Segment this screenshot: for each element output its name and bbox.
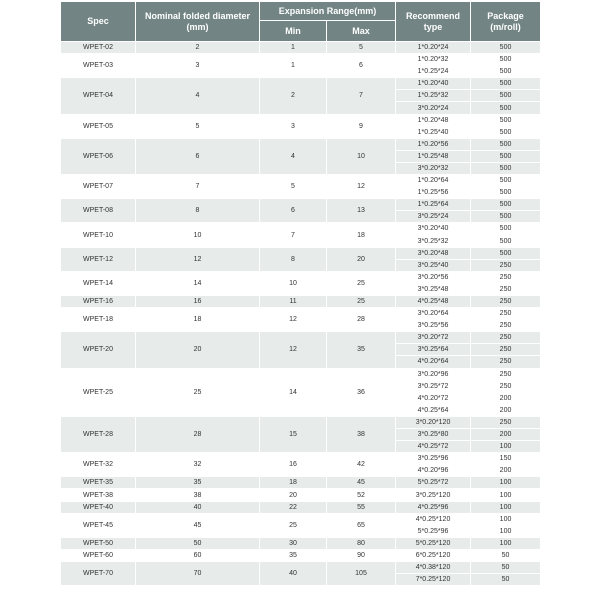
- cell-nominal: 20: [136, 332, 260, 368]
- cell-spec: WPET-20: [61, 332, 136, 368]
- table-row: [61, 175, 541, 187]
- cell-package: 200: [471, 392, 541, 404]
- cell-recommend-type: 3*0.25*72: [396, 380, 471, 392]
- spec-table: [60, 1, 541, 586]
- cell-recommend-type: 3*0.25*64: [396, 344, 471, 356]
- cell-recommend-type: 5*0.25*72: [396, 477, 471, 489]
- cell-nominal: 8: [136, 199, 260, 223]
- cell-nominal: 60: [136, 549, 260, 561]
- table-row: [61, 453, 541, 465]
- table-row: [61, 247, 541, 259]
- cell-package: 500: [471, 235, 541, 247]
- cell-package: 100: [471, 477, 541, 489]
- cell-recommend-type: 3*0.25*56: [396, 320, 471, 332]
- table-row: [61, 271, 541, 283]
- cell-recommend-type: 4*0.38*120: [396, 562, 471, 574]
- cell-package: 100: [471, 537, 541, 549]
- cell-nominal: 25: [136, 368, 260, 416]
- cell-package: 500: [471, 90, 541, 102]
- cell-recommend-type: 1*0.20*48: [396, 114, 471, 126]
- cell-recommend-type: 3*0.20*56: [396, 271, 471, 283]
- cell-nominal: 40: [136, 501, 260, 513]
- cell-nominal: 38: [136, 489, 260, 501]
- cell-max: 28: [327, 308, 396, 332]
- cell-min: 25: [260, 513, 327, 537]
- cell-recommend-type: 3*0.20*96: [396, 368, 471, 380]
- cell-recommend-type: 4*0.20*64: [396, 356, 471, 368]
- cell-max: 10: [327, 138, 396, 174]
- cell-min: 12: [260, 308, 327, 332]
- cell-max: 25: [327, 295, 396, 307]
- cell-spec: WPET-18: [61, 308, 136, 332]
- cell-recommend-type: 3*0.25*80: [396, 429, 471, 441]
- cell-package: 500: [471, 66, 541, 78]
- cell-max: 45: [327, 477, 396, 489]
- cell-nominal: 7: [136, 175, 260, 199]
- cell-nominal: 50: [136, 537, 260, 549]
- cell-recommend-type: 1*0.25*32: [396, 90, 471, 102]
- cell-spec: WPET-16: [61, 295, 136, 307]
- table-row: [61, 477, 541, 489]
- cell-max: 20: [327, 247, 396, 271]
- cell-package: 500: [471, 42, 541, 54]
- cell-spec: WPET-12: [61, 247, 136, 271]
- cell-min: 1: [260, 54, 327, 78]
- cell-min: 35: [260, 549, 327, 561]
- cell-min: 1: [260, 42, 327, 54]
- table-row: [61, 295, 541, 307]
- cell-recommend-type: 3*0.20*48: [396, 247, 471, 259]
- table-row: [61, 368, 541, 380]
- table-row: [61, 501, 541, 513]
- cell-recommend-type: 7*0.25*120: [396, 574, 471, 586]
- cell-recommend-type: 1*0.25*40: [396, 126, 471, 138]
- cell-spec: WPET-50: [61, 537, 136, 549]
- cell-package: 500: [471, 175, 541, 187]
- header-expansion: Expansion Range(mm): [260, 2, 396, 21]
- cell-nominal: 16: [136, 295, 260, 307]
- cell-package: 100: [471, 525, 541, 537]
- cell-spec: WPET-25: [61, 368, 136, 416]
- cell-spec: WPET-07: [61, 175, 136, 199]
- cell-max: 13: [327, 199, 396, 223]
- cell-package: 500: [471, 223, 541, 235]
- cell-spec: WPET-05: [61, 114, 136, 138]
- cell-recommend-type: 1*0.25*24: [396, 66, 471, 78]
- cell-max: 35: [327, 332, 396, 368]
- cell-package: 200: [471, 404, 541, 416]
- cell-package: 250: [471, 259, 541, 271]
- cell-recommend-type: 1*0.20*56: [396, 138, 471, 150]
- cell-recommend-type: 5*0.25*96: [396, 525, 471, 537]
- cell-recommend-type: 3*0.20*40: [396, 223, 471, 235]
- cell-package: 500: [471, 162, 541, 174]
- cell-recommend-type: 4*0.25*64: [396, 404, 471, 416]
- cell-package: 250: [471, 283, 541, 295]
- cell-package: 250: [471, 308, 541, 320]
- cell-nominal: 10: [136, 223, 260, 247]
- cell-nominal: 3: [136, 54, 260, 78]
- cell-min: 40: [260, 562, 327, 586]
- cell-min: 3: [260, 114, 327, 138]
- cell-recommend-type: 3*0.20*24: [396, 102, 471, 114]
- cell-min: 8: [260, 247, 327, 271]
- cell-max: 105: [327, 562, 396, 586]
- cell-recommend-type: 3*0.20*32: [396, 162, 471, 174]
- cell-max: 55: [327, 501, 396, 513]
- cell-min: 15: [260, 416, 327, 452]
- cell-nominal: 45: [136, 513, 260, 537]
- cell-recommend-type: 6*0.25*120: [396, 549, 471, 561]
- cell-nominal: 70: [136, 562, 260, 586]
- cell-max: 65: [327, 513, 396, 537]
- cell-spec: WPET-28: [61, 416, 136, 452]
- cell-min: 14: [260, 368, 327, 416]
- cell-recommend-type: 1*0.20*24: [396, 42, 471, 54]
- cell-recommend-type: 3*0.25*120: [396, 489, 471, 501]
- cell-package: 250: [471, 332, 541, 344]
- cell-package: 250: [471, 380, 541, 392]
- cell-max: 36: [327, 368, 396, 416]
- table-row: [61, 42, 541, 54]
- cell-spec: WPET-06: [61, 138, 136, 174]
- cell-spec: WPET-03: [61, 54, 136, 78]
- cell-package: 50: [471, 549, 541, 561]
- cell-spec: WPET-14: [61, 271, 136, 295]
- cell-package: 500: [471, 211, 541, 223]
- cell-recommend-type: 1*0.20*40: [396, 78, 471, 90]
- cell-min: 6: [260, 199, 327, 223]
- table-row: [61, 489, 541, 501]
- cell-nominal: 18: [136, 308, 260, 332]
- cell-nominal: 12: [136, 247, 260, 271]
- cell-max: 42: [327, 453, 396, 477]
- table-row: [61, 332, 541, 344]
- table-row: [61, 199, 541, 211]
- cell-package: 250: [471, 356, 541, 368]
- header-min: Min: [260, 21, 327, 42]
- cell-package: 50: [471, 574, 541, 586]
- cell-package: 100: [471, 489, 541, 501]
- cell-package: 100: [471, 441, 541, 453]
- cell-package: 500: [471, 187, 541, 199]
- cell-package: 500: [471, 138, 541, 150]
- cell-nominal: 5: [136, 114, 260, 138]
- cell-recommend-type: 4*0.25*96: [396, 501, 471, 513]
- table-row: [61, 537, 541, 549]
- cell-nominal: 6: [136, 138, 260, 174]
- cell-min: 5: [260, 175, 327, 199]
- header-package: Package (m/roll): [471, 2, 541, 42]
- cell-package: 250: [471, 271, 541, 283]
- cell-max: 38: [327, 416, 396, 452]
- cell-recommend-type: 4*0.25*48: [396, 295, 471, 307]
- cell-recommend-type: 4*0.25*120: [396, 513, 471, 525]
- cell-recommend-type: 3*0.25*32: [396, 235, 471, 247]
- cell-min: 30: [260, 537, 327, 549]
- cell-package: 200: [471, 465, 541, 477]
- cell-min: 7: [260, 223, 327, 247]
- cell-min: 4: [260, 138, 327, 174]
- cell-package: 250: [471, 368, 541, 380]
- cell-spec: WPET-35: [61, 477, 136, 489]
- cell-spec: WPET-60: [61, 549, 136, 561]
- cell-max: 12: [327, 175, 396, 199]
- header-recommend: Recommend type: [396, 2, 471, 42]
- table-row: [61, 416, 541, 428]
- cell-nominal: 14: [136, 271, 260, 295]
- cell-max: 9: [327, 114, 396, 138]
- table-row: [61, 223, 541, 235]
- table-row: [61, 54, 541, 66]
- spec-table-container: [60, 1, 540, 586]
- cell-max: 80: [327, 537, 396, 549]
- cell-spec: WPET-45: [61, 513, 136, 537]
- cell-package: 500: [471, 114, 541, 126]
- cell-package: 500: [471, 199, 541, 211]
- cell-max: 90: [327, 549, 396, 561]
- header-spec: Spec: [61, 2, 136, 42]
- cell-package: 500: [471, 247, 541, 259]
- cell-max: 52: [327, 489, 396, 501]
- cell-package: 250: [471, 295, 541, 307]
- cell-spec: WPET-40: [61, 501, 136, 513]
- cell-recommend-type: 1*0.20*64: [396, 175, 471, 187]
- cell-recommend-type: 4*0.20*72: [396, 392, 471, 404]
- cell-min: 10: [260, 271, 327, 295]
- cell-package: 100: [471, 513, 541, 525]
- table-body: [61, 42, 541, 586]
- table-row: [61, 114, 541, 126]
- table-row: [61, 138, 541, 150]
- cell-max: 5: [327, 42, 396, 54]
- cell-package: 150: [471, 453, 541, 465]
- cell-nominal: 4: [136, 78, 260, 114]
- cell-min: 16: [260, 453, 327, 477]
- cell-recommend-type: 3*0.20*72: [396, 332, 471, 344]
- cell-spec: WPET-04: [61, 78, 136, 114]
- cell-spec: WPET-10: [61, 223, 136, 247]
- cell-recommend-type: 3*0.20*64: [396, 308, 471, 320]
- cell-package: 50: [471, 562, 541, 574]
- cell-nominal: 2: [136, 42, 260, 54]
- cell-min: 2: [260, 78, 327, 114]
- cell-recommend-type: 1*0.20*32: [396, 54, 471, 66]
- table-row: [61, 308, 541, 320]
- cell-package: 500: [471, 126, 541, 138]
- cell-package: 250: [471, 416, 541, 428]
- cell-spec: WPET-32: [61, 453, 136, 477]
- cell-package: 500: [471, 102, 541, 114]
- cell-max: 6: [327, 54, 396, 78]
- cell-min: 20: [260, 489, 327, 501]
- cell-package: 500: [471, 54, 541, 66]
- cell-spec: WPET-08: [61, 199, 136, 223]
- cell-min: 22: [260, 501, 327, 513]
- cell-recommend-type: 4*0.25*72: [396, 441, 471, 453]
- table-row: [61, 549, 541, 561]
- cell-package: 250: [471, 344, 541, 356]
- cell-spec: WPET-02: [61, 42, 136, 54]
- cell-min: 11: [260, 295, 327, 307]
- cell-recommend-type: 5*0.25*120: [396, 537, 471, 549]
- cell-package: 500: [471, 78, 541, 90]
- cell-recommend-type: 3*0.20*120: [396, 416, 471, 428]
- cell-package: 200: [471, 429, 541, 441]
- cell-spec: WPET-70: [61, 562, 136, 586]
- cell-recommend-type: 3*0.25*40: [396, 259, 471, 271]
- cell-max: 18: [327, 223, 396, 247]
- table-header: [61, 2, 541, 42]
- cell-max: 7: [327, 78, 396, 114]
- cell-package: 100: [471, 501, 541, 513]
- cell-package: 250: [471, 320, 541, 332]
- cell-max: 25: [327, 271, 396, 295]
- cell-recommend-type: 3*0.25*24: [396, 211, 471, 223]
- table-row: [61, 562, 541, 574]
- cell-min: 18: [260, 477, 327, 489]
- cell-recommend-type: 1*0.25*64: [396, 199, 471, 211]
- header-nominal: Nominal folded diameter (mm): [136, 2, 260, 42]
- cell-nominal: 32: [136, 453, 260, 477]
- cell-package: 500: [471, 150, 541, 162]
- cell-recommend-type: 3*0.25*48: [396, 283, 471, 295]
- table-row: [61, 513, 541, 525]
- cell-min: 12: [260, 332, 327, 368]
- cell-nominal: 28: [136, 416, 260, 452]
- cell-recommend-type: 3*0.25*96: [396, 453, 471, 465]
- cell-spec: WPET-38: [61, 489, 136, 501]
- cell-recommend-type: 1*0.25*48: [396, 150, 471, 162]
- header-max: Max: [327, 21, 396, 42]
- cell-recommend-type: 4*0.20*96: [396, 465, 471, 477]
- cell-recommend-type: 1*0.25*56: [396, 187, 471, 199]
- cell-nominal: 35: [136, 477, 260, 489]
- table-row: [61, 78, 541, 90]
